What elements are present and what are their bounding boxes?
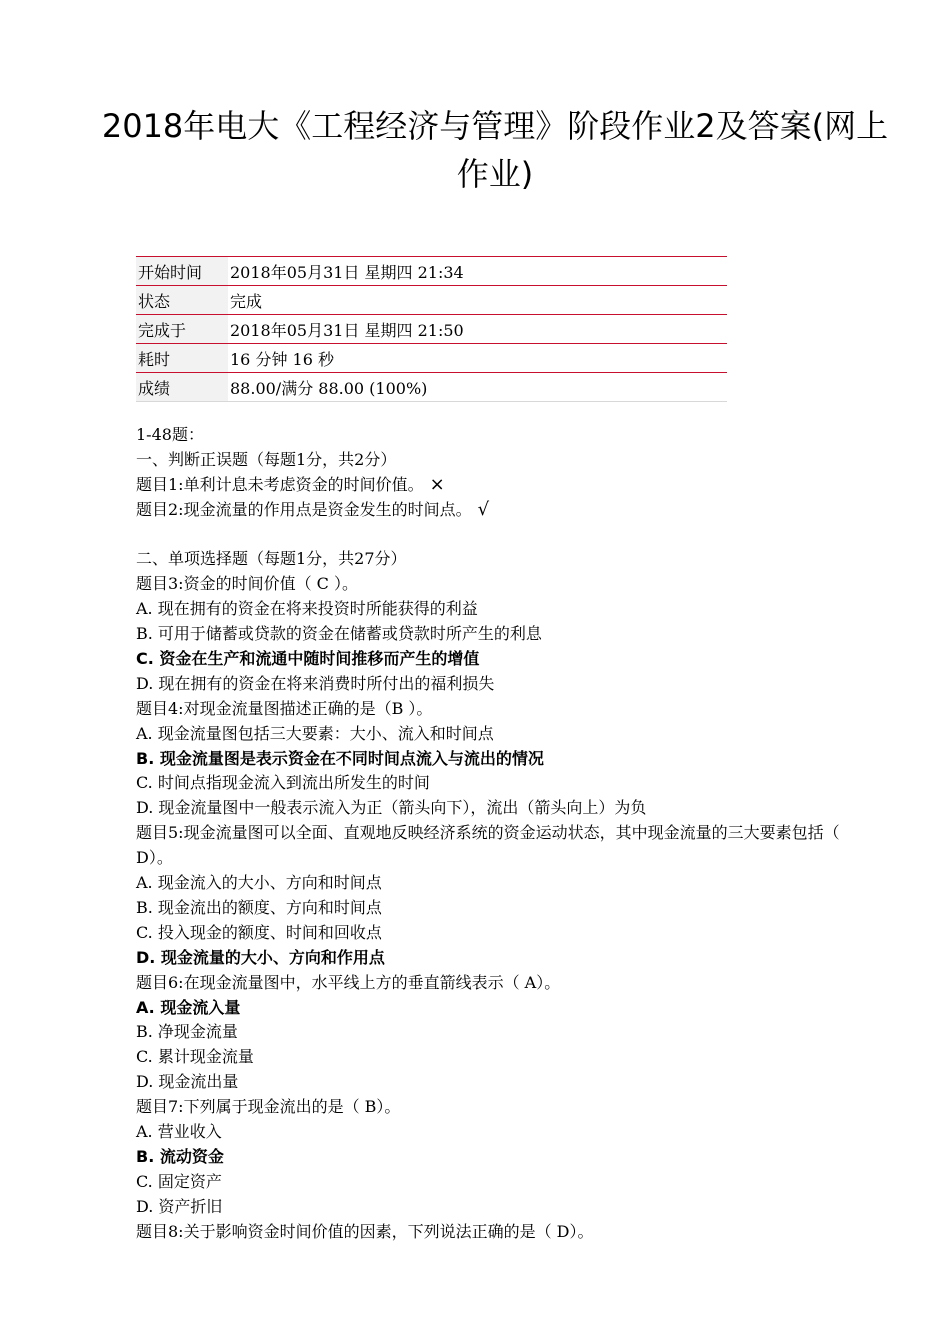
option: C. 累计现金流量: [136, 1047, 254, 1067]
question-range: 1-48题：: [136, 425, 204, 444]
info-label: 状态: [136, 286, 228, 315]
option: A. 现金流量图包括三大要素：大小、流入和时间点: [136, 723, 494, 743]
correct-option: B. 流动资金: [136, 1146, 224, 1166]
option: D. 现金流出量: [136, 1072, 239, 1092]
question-8: 题目8:关于影响资金时间价值的因素，下列说法正确的是（ D）。: [136, 1221, 594, 1241]
correct-option: C. 资金在生产和流通中随时间推移而产生的增值: [136, 649, 480, 669]
info-value: 16 分钟 16 秒: [228, 344, 727, 373]
info-label: 成绩: [136, 373, 228, 402]
question-7: 题目7:下列属于现金流出的是（ B）。: [136, 1097, 401, 1117]
option: D. 现在拥有的资金在将来消费时所付出的福利损失: [136, 673, 495, 693]
option: C. 时间点指现金流入到流出所发生的时间: [136, 773, 430, 793]
info-label: 完成于: [136, 315, 228, 344]
wrong-mark-icon: ×: [429, 473, 445, 495]
info-value: 2018年05月31日 星期四 21:34: [228, 257, 727, 286]
info-value: 88.00/满分 88.00 (100%): [228, 373, 727, 402]
info-value: 2018年05月31日 星期四 21:50: [228, 315, 727, 344]
option: B. 现金流出的额度、方向和时间点: [136, 897, 382, 917]
option: D. 资产折旧: [136, 1196, 223, 1216]
section-heading: 一、判断正误题（每题1分，共2分）: [136, 449, 397, 469]
info-row: [136, 344, 727, 373]
question-1: [136, 473, 856, 498]
info-label: 耗时: [136, 344, 228, 373]
document-title: 2018年电大《工程经济与管理》阶段作业2及答案(网上作业): [101, 107, 889, 193]
question-2: [136, 498, 856, 523]
question-6: 题目6:在现金流量图中，水平线上方的垂直箭线表示（ A）。: [136, 972, 561, 992]
option: C. 固定资产: [136, 1171, 222, 1191]
correct-option: D. 现金流量的大小、方向和作用点: [136, 947, 385, 967]
section-heading: 二、单项选择题（每题1分，共27分）: [136, 549, 407, 569]
info-value: 完成: [228, 286, 727, 315]
info-row: [136, 286, 727, 315]
check-mark-icon: √: [477, 498, 490, 520]
question-3: 题目3:资金的时间价值（ C ）。: [136, 574, 358, 594]
info-label: 开始时间: [136, 257, 228, 286]
info-row: [136, 373, 727, 402]
question-4: 题目4:对现金流量图描述正确的是（B ）。: [136, 698, 433, 718]
question-text: 题目2:现金流量的作用点是资金发生的时间点。: [136, 499, 472, 519]
option: C. 投入现金的额度、时间和回收点: [136, 922, 382, 942]
attempt-info-table: [136, 256, 727, 402]
option: B. 净现金流量: [136, 1022, 238, 1042]
correct-option: B. 现金流量图是表示资金在不同时间点流入与流出的情况: [136, 748, 544, 768]
option: A. 营业收入: [136, 1121, 222, 1141]
question-5: 题目5:现金流量图可以全面、直观地反映经济系统的资金运动状态，其中现金流量的三大要素包括（ D）。: [136, 823, 840, 868]
question-text: 题目1:单利计息未考虑资金的时间价值。: [136, 474, 424, 494]
option: B. 可用于储蓄或贷款的资金在储蓄或贷款时所产生的利息: [136, 624, 542, 644]
option: A. 现在拥有的资金在将来投资时所能获得的利益: [136, 599, 478, 619]
option: D. 现金流量图中一般表示流入为正（箭头向下），流出（箭头向上）为负: [136, 798, 647, 818]
question-content: [136, 423, 856, 1244]
info-row: [136, 257, 727, 286]
option: A. 现金流入的大小、方向和时间点: [136, 873, 382, 893]
correct-option: A. 现金流入量: [136, 997, 241, 1017]
info-row: [136, 315, 727, 344]
